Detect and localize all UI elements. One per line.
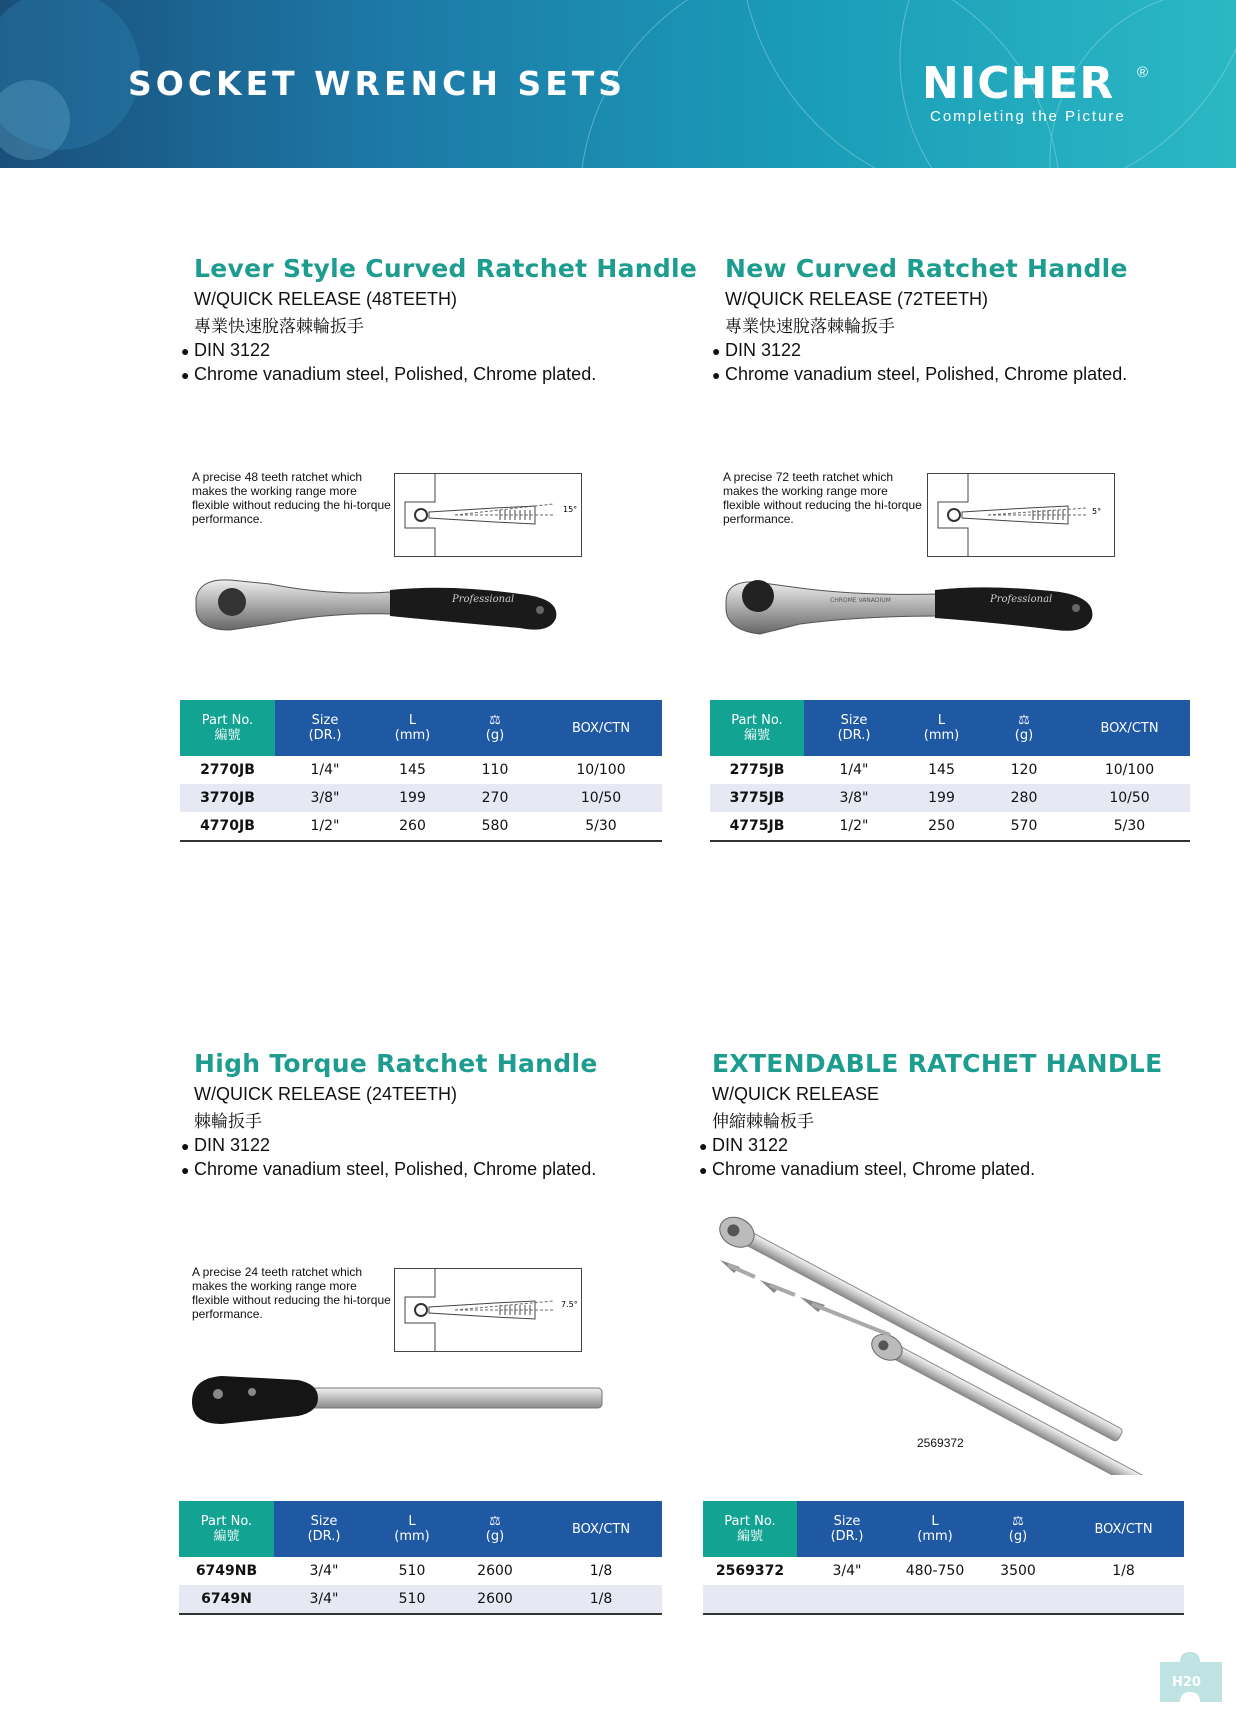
table-cell: 1/4"	[839, 762, 869, 778]
product-subtitle: W/QUICK RELEASE	[712, 1084, 880, 1104]
table-cell: 480-750	[905, 1563, 965, 1579]
product-extendable	[699, 1049, 1163, 1180]
table-cell	[973, 1585, 1063, 1614]
page-header	[0, 0, 1236, 168]
grip-label: Professional	[990, 594, 1053, 605]
table-cell: 260	[375, 812, 450, 841]
table-cell: 1/4"	[310, 762, 340, 778]
col-length: L (mm)	[374, 1501, 450, 1557]
table-cell: 10/50	[1069, 784, 1190, 812]
ratchet-angle-diagram	[394, 473, 582, 557]
spec-table	[710, 700, 1190, 842]
table-cell: 5/30	[1069, 812, 1190, 841]
table-cell	[897, 1585, 973, 1614]
table-cell: 1/2"	[275, 812, 375, 841]
extendable-ratchet-image	[700, 1205, 1180, 1475]
table-cell: 3/4"	[274, 1585, 374, 1614]
col-weight: ⚖ (g)	[979, 700, 1069, 756]
ratchet-note: A precise 72 teeth ratchet which makes the working range more flexible without reducing the hi-torque performance.	[723, 470, 922, 526]
table-row	[179, 1557, 662, 1585]
page-number: H20	[1172, 1675, 1201, 1690]
ratchet-angle-diagram	[394, 1268, 582, 1352]
col-size: Size (DR.)	[797, 1501, 897, 1557]
table-cell: 110	[481, 762, 509, 778]
product-high-torque	[181, 1049, 598, 1180]
product-title: New Curved Ratchet Handle	[725, 254, 1128, 283]
col-part-no: Part No. 編號	[180, 700, 275, 756]
table-cell: 199	[904, 784, 979, 812]
product-bullet: ● DIN 3122	[712, 340, 802, 360]
spec-table	[180, 700, 662, 842]
table-cell: 2775JB	[729, 762, 785, 778]
col-part-no: Part No. 編號	[179, 1501, 274, 1557]
brand-registered-mark: ®	[1137, 64, 1149, 81]
product-bullet: ● Chrome vanadium steel, Polished, Chrome plated.	[712, 364, 1128, 384]
brand-logo	[922, 58, 1149, 125]
table-row	[703, 1557, 1184, 1585]
table-cell: 2600	[477, 1563, 513, 1579]
product-code-label: 2569372	[917, 1436, 964, 1450]
scale-icon: ⚖	[489, 713, 501, 728]
product-new-curved	[712, 254, 1128, 385]
table-cell: 3775JB	[710, 784, 804, 812]
col-size: Size (DR.)	[804, 700, 904, 756]
product-bullet: ● DIN 3122	[181, 1135, 271, 1155]
table-cell: 270	[450, 784, 540, 812]
table-row	[180, 784, 662, 812]
table-cell: 5/30	[540, 812, 662, 841]
product-chinese-name: 專業快速脫落棘輪扳手	[194, 317, 364, 336]
angle-label: 5°	[1092, 507, 1102, 516]
scale-icon: ⚖	[1012, 1514, 1024, 1529]
col-size: Size (DR.)	[275, 700, 375, 756]
spec-header-row	[703, 1501, 1184, 1557]
spec-table	[179, 1501, 662, 1615]
product-subtitle: W/QUICK RELEASE (24TEETH)	[194, 1084, 458, 1104]
product-title: Lever Style Curved Ratchet Handle	[194, 254, 698, 283]
table-cell: 6749NB	[195, 1563, 258, 1579]
angle-label: 15°	[563, 505, 578, 514]
table-cell: 580	[450, 812, 540, 841]
product-bullet: ● Chrome vanadium steel, Chrome plated.	[699, 1159, 1036, 1179]
table-cell: 3770JB	[180, 784, 275, 812]
table-cell: 199	[375, 784, 450, 812]
table-cell: 10/100	[1104, 762, 1155, 778]
table-cell: 10/50	[540, 784, 662, 812]
table-row	[710, 756, 1190, 784]
table-cell: 250	[904, 812, 979, 841]
table-cell: 6749N	[179, 1585, 274, 1614]
table-cell: 3/4"	[309, 1563, 339, 1579]
table-cell: 4770JB	[180, 812, 275, 841]
brand-name: NICHER	[922, 58, 1115, 109]
product-bullet: ● DIN 3122	[699, 1135, 789, 1155]
product-subtitle: W/QUICK RELEASE (48TEETH)	[194, 289, 458, 309]
col-part-no: Part No. 編號	[703, 1501, 797, 1557]
table-cell	[703, 1585, 797, 1614]
shank-label: CHROME VANADIUM	[830, 597, 891, 604]
high-torque-ratchet-image	[188, 1370, 608, 1434]
grip-label: Professional	[452, 594, 515, 605]
table-cell: 3500	[1000, 1563, 1036, 1579]
table-cell: 4775JB	[710, 812, 804, 841]
spec-header-row	[179, 1501, 662, 1557]
table-row	[710, 784, 1190, 812]
ratchet-note: A precise 48 teeth ratchet which makes the working range more flexible without reducing the hi-torque performance.	[192, 470, 391, 526]
spec-table	[703, 1501, 1184, 1615]
col-box-ctn: BOX/CTN	[540, 1501, 662, 1557]
table-cell: 145	[399, 762, 426, 778]
product-title: High Torque Ratchet Handle	[194, 1049, 598, 1078]
table-cell: 10/100	[576, 762, 626, 778]
table-row	[180, 812, 662, 841]
col-length: L (mm)	[904, 700, 979, 756]
product-bullet: ● Chrome vanadium steel, Polished, Chrome plated.	[181, 1159, 597, 1179]
scale-icon: ⚖	[489, 1514, 501, 1529]
table-cell: 2600	[450, 1585, 540, 1614]
spec-header-row	[710, 700, 1190, 756]
col-weight: ⚖ (g)	[973, 1501, 1063, 1557]
product-chinese-name: 伸縮棘輪板手	[712, 1112, 814, 1131]
page-marker-puzzle-icon	[1152, 1650, 1230, 1710]
product-subtitle: W/QUICK RELEASE (72TEETH)	[725, 289, 989, 309]
table-cell: 1/2"	[804, 812, 904, 841]
scale-icon: ⚖	[1018, 713, 1030, 728]
col-box-ctn: BOX/CTN	[1063, 1501, 1184, 1557]
table-cell: 120	[1010, 762, 1038, 778]
ratchet-note: A precise 24 teeth ratchet which makes the working range more flexible without reducing the hi-torque performance.	[192, 1265, 391, 1321]
col-box-ctn: BOX/CTN	[540, 700, 662, 756]
table-cell: 3/8"	[804, 784, 904, 812]
product-bullet: ● DIN 3122	[181, 340, 271, 360]
col-length: L (mm)	[897, 1501, 973, 1557]
table-row	[179, 1585, 662, 1614]
ratchet-angle-diagram	[927, 473, 1115, 557]
col-weight: ⚖ (g)	[450, 1501, 540, 1557]
curved-ratchet-image	[720, 568, 1100, 648]
table-cell: 510	[374, 1585, 450, 1614]
table-cell	[797, 1585, 897, 1614]
col-part-no: Part No. 編號	[710, 700, 804, 756]
brand-tagline: Completing the Picture	[930, 108, 1126, 125]
col-box-ctn: BOX/CTN	[1069, 700, 1190, 756]
col-size: Size (DR.)	[274, 1501, 374, 1557]
table-row	[710, 812, 1190, 841]
col-length: L (mm)	[375, 700, 450, 756]
table-cell: 280	[979, 784, 1069, 812]
col-weight: ⚖ (g)	[450, 700, 540, 756]
table-cell: 510	[398, 1563, 426, 1579]
table-cell: 3/4"	[832, 1563, 862, 1579]
product-chinese-name: 棘輪扳手	[194, 1112, 262, 1131]
angle-label: 7.5°	[561, 1300, 578, 1309]
curved-ratchet-image	[190, 568, 570, 648]
table-row	[180, 756, 662, 784]
table-cell: 1/8	[589, 1563, 613, 1579]
table-row	[703, 1585, 1184, 1614]
page-title: SOCKET WRENCH SETS	[128, 64, 627, 103]
table-cell: 570	[979, 812, 1069, 841]
product-lever-style-curved	[181, 254, 698, 385]
product-chinese-name: 專業快速脫落棘輪扳手	[725, 317, 895, 336]
table-cell: 1/8	[1112, 1563, 1135, 1579]
table-cell	[1063, 1585, 1184, 1614]
table-cell: 1/8	[540, 1585, 662, 1614]
table-cell: 2770JB	[200, 762, 255, 778]
table-cell: 145	[928, 762, 955, 778]
product-bullet: ● Chrome vanadium steel, Polished, Chrome plated.	[181, 364, 597, 384]
spec-header-row	[180, 700, 662, 756]
table-cell: 2569372	[715, 1563, 785, 1579]
product-title: EXTENDABLE RATCHET HANDLE	[712, 1049, 1163, 1078]
table-cell: 3/8"	[275, 784, 375, 812]
